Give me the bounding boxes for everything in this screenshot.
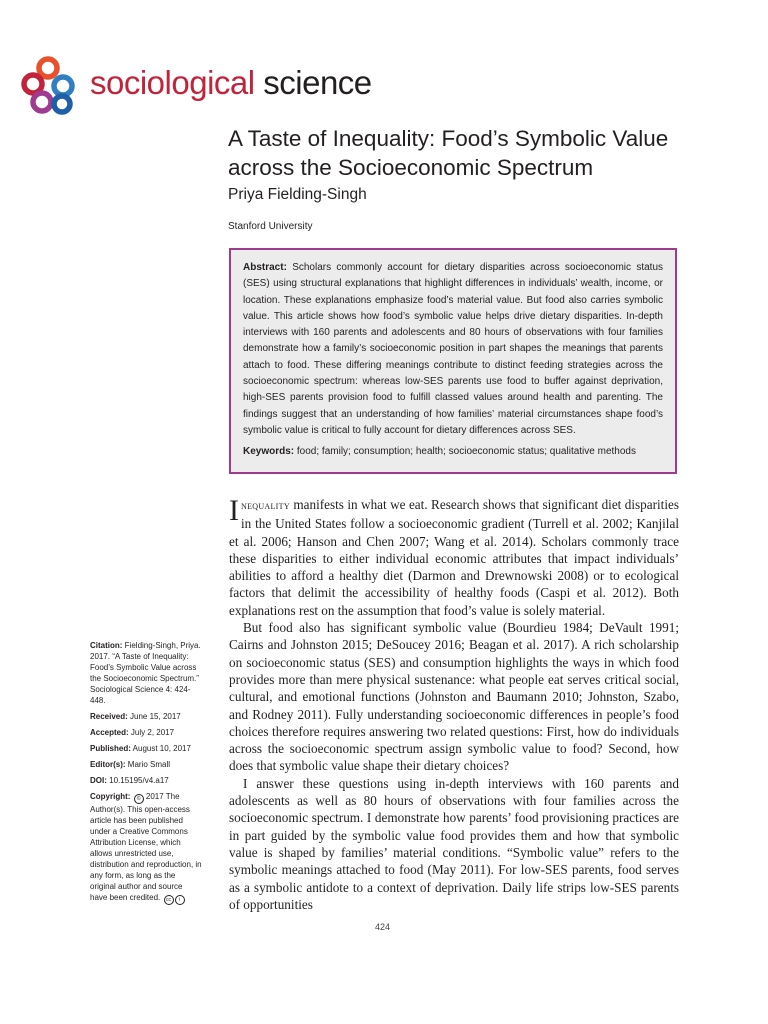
citation-block bbox=[90, 640, 202, 706]
received-date: June 15, 2017 bbox=[130, 712, 181, 721]
accepted-label: Accepted: bbox=[90, 728, 129, 737]
small-caps-lead: nequality bbox=[241, 500, 290, 512]
published-label: Published: bbox=[90, 744, 131, 753]
paragraph-3: I answer these questions using in-depth interviews with 160 parents and adolescents as well as 80 hours of observations with four families across the socioeconomic spectrum. I demonstrate how parents’ food provisioning practices are in part guided by the symbolic value food provides them and how that symbolic value is shaped by families’ material conditions. “Symbolic value” refers to the symbolic meanings attached to food (May 2011). For low-SES parents, food serves as a symbolic antidote to a context of deprivation. Daily life strips low-SES parents of opportunities bbox=[229, 775, 679, 912]
article-title: A Taste of Inequality: Food’s Symbolic Value across the Socioeconomic Spectrum bbox=[228, 126, 669, 180]
doi-line[interactable] bbox=[90, 775, 202, 786]
journal-brand bbox=[90, 64, 372, 102]
editors-name: Mario Small bbox=[127, 760, 171, 769]
sociological-science-logo-icon bbox=[18, 54, 78, 116]
article-author: Priya Fielding-Singh bbox=[228, 186, 367, 203]
keywords-text: food; family; consumption; health; socioeconomic status; qualitative methods bbox=[296, 446, 636, 458]
drop-cap: I bbox=[229, 494, 239, 527]
abstract-text: Scholars commonly account for dietary disparities across socioeconomic status (SES) using structural explanations that highlight differences in individuals’ wealth, income, or location. These explanations emphasize food’s material value. But food also carries symbolic value. This article shows how food’s symbolic value helps drive dietary disparities. In-depth interviews with 160 parents and adolescents and 80 hours of observations with four families demonstrate how a family’s socioeconomic position in part shapes the meanings that parents attach to food. These differing meanings contribute to distinct feeding strategies across the socioeconomic spectrum: whereas low-SES parents use food to buffer against deprivation, high-SES parents provision food to fulfill classed values around health and parenting. The findings suggest that an understanding of how families’ material circumstances shape food’s symbolic value is critical to fully account for dietary differences across SES. bbox=[243, 262, 664, 436]
attribution-icon: i bbox=[175, 895, 185, 905]
paragraph-1-text: manifests in what we eat. Research shows that significant diet disparities in the United States follow a socioeconomic gradient (Turrell et al. 2002; Kanjilal et al. 2006; Hanson and Chen 2007; Wang et al. 2014). Scholars commonly trace these disparities to either individual economic attributes that impact individuals’ abilities to afford a healthy diet (Darmon and Drewnowski 2008) or to ecological factors that delimit the accessibility of healthy foods (Caspi et al. 2012). Both explanations rest on the assumption that food’s value is solely material. bbox=[229, 497, 679, 618]
abstract-label: Abstract: bbox=[243, 262, 287, 273]
copyright-block bbox=[90, 791, 202, 905]
copyright-text: 2017 The Author(s). This open-access article has been published under a Creative Commons Attribution License, which allows unrestricted use, distribution and reproduction, in any form, as long as the original author and source have been credited. bbox=[90, 792, 202, 902]
author-affiliation: Stanford University bbox=[228, 221, 313, 232]
copyright-label: Copyright: bbox=[90, 792, 131, 801]
doi-label: DOI: bbox=[90, 776, 107, 785]
brand-part1: sociological bbox=[90, 64, 255, 101]
body-text bbox=[229, 496, 679, 913]
paragraph-2: But food also has significant symbolic value (Bourdieu 1984; DeVault 1991; Cairns and Johnston 2015; DeSoucey 2016; Beagan et al. 2017). A rich scholarship on socioeconomic status (SES) and consumption highlights the ways in which food provides more than mere physical sustenance: what people eat serves critical social, cultural, and emotional functions (Johnston and Baumann 2010; Johnston, Szabo, and Rodney 2011). Fully understanding socioeconomic differences in people’s food choices therefore requires answering two related questions: First, how do individuals across the socioeconomic spectrum assign symbolic value to food? Second, how does that symbolic value shape their dietary choices? bbox=[229, 620, 679, 774]
brand-part2: science bbox=[263, 64, 372, 101]
creative-commons-icon: cc bbox=[164, 895, 174, 905]
published-line bbox=[90, 743, 202, 754]
citation-text: Fielding-Singh, Priya. 2017. “A Taste of Inequality: Food’s Symbolic Value across the Socioeconomic Spectrum.” Sociological Science 4: 424-448. bbox=[90, 641, 201, 705]
received-line bbox=[90, 711, 202, 722]
published-date: August 10, 2017 bbox=[132, 744, 191, 753]
editors-line bbox=[90, 759, 202, 770]
paragraph-1 bbox=[229, 496, 679, 619]
received-label: Received: bbox=[90, 712, 128, 721]
copyright-symbol-icon: © bbox=[134, 794, 144, 804]
abstract-paragraph bbox=[243, 260, 663, 439]
abstract-box bbox=[229, 248, 677, 474]
editors-label: Editor(s): bbox=[90, 760, 126, 769]
keywords-label: Keywords: bbox=[243, 446, 295, 458]
accepted-line bbox=[90, 727, 202, 738]
accepted-date: July 2, 2017 bbox=[130, 728, 175, 737]
article-sidebar bbox=[90, 640, 202, 910]
doi-link[interactable]: 10.15195/v4.a17 bbox=[109, 776, 169, 785]
keywords-paragraph bbox=[243, 444, 663, 460]
citation-label: Citation: bbox=[90, 641, 123, 650]
page-number: 424 bbox=[375, 922, 391, 932]
